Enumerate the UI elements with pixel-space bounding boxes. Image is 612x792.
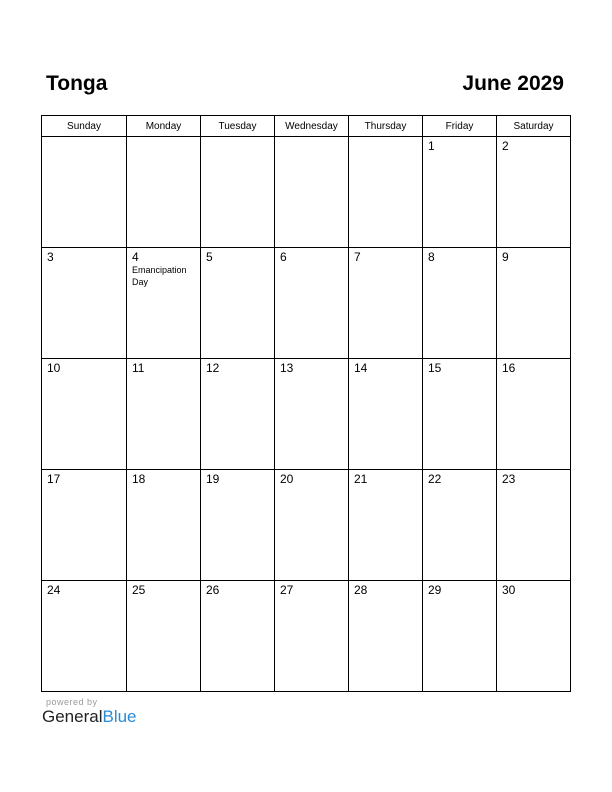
day-cell [349, 248, 423, 359]
weekday-saturday: Saturday [497, 116, 571, 137]
day-number: 29 [428, 583, 442, 597]
day-number: 27 [280, 583, 294, 597]
day-cell [42, 359, 127, 470]
day-cell [127, 248, 201, 359]
day-cell [349, 470, 423, 581]
brand-general-text: General [42, 707, 103, 726]
day-cell [42, 248, 127, 359]
day-number: 13 [280, 361, 294, 375]
day-number: 7 [354, 250, 361, 264]
day-cell [127, 359, 201, 470]
day-number: 16 [502, 361, 516, 375]
day-number: 23 [502, 472, 516, 486]
generalblue-logo[interactable] [42, 707, 137, 727]
day-cell [349, 581, 423, 692]
day-cell [497, 470, 571, 581]
day-cell [423, 359, 497, 470]
day-cell [127, 137, 201, 248]
day-cell [42, 581, 127, 692]
holiday-label: Emancipation Day [132, 265, 187, 287]
day-number: 8 [428, 250, 435, 264]
powered-by-text: powered by [46, 697, 98, 707]
day-number [42, 137, 126, 140]
weekday-monday: Monday [127, 116, 201, 137]
day-number: 15 [428, 361, 442, 375]
weekday-thursday: Thursday [349, 116, 423, 137]
week-row [42, 248, 571, 359]
calendar-grid [41, 115, 571, 692]
week-row [42, 137, 571, 248]
day-cell [201, 359, 275, 470]
day-cell [201, 470, 275, 581]
day-number: 25 [132, 583, 146, 597]
day-cell [497, 248, 571, 359]
weekday-header-row [42, 116, 571, 137]
day-cell [275, 581, 349, 692]
day-cell [497, 359, 571, 470]
week-row [42, 470, 571, 581]
day-cell [275, 359, 349, 470]
day-number: 22 [428, 472, 442, 486]
day-cell [201, 248, 275, 359]
day-number [201, 137, 274, 140]
day-cell [275, 137, 349, 248]
day-number: 18 [132, 472, 146, 486]
day-cell [201, 581, 275, 692]
day-cell [275, 470, 349, 581]
day-number: 26 [206, 583, 220, 597]
day-cell [423, 581, 497, 692]
day-cell [349, 137, 423, 248]
day-cell [127, 581, 201, 692]
day-cell [497, 137, 571, 248]
day-cell [275, 248, 349, 359]
day-number: 3 [47, 250, 54, 264]
day-number [349, 137, 422, 140]
weekday-sunday: Sunday [42, 116, 127, 137]
day-cell [497, 581, 571, 692]
month-year-title: June 2029 [462, 72, 564, 95]
day-cell [423, 470, 497, 581]
day-number [127, 137, 200, 140]
day-number: 4 [132, 250, 139, 264]
weekday-friday: Friday [423, 116, 497, 137]
day-number: 28 [354, 583, 368, 597]
day-number: 14 [354, 361, 368, 375]
day-number: 10 [47, 361, 61, 375]
day-cell [349, 359, 423, 470]
day-number: 9 [502, 250, 509, 264]
day-cell [423, 248, 497, 359]
country-title: Tonga [46, 72, 108, 95]
day-number: 2 [502, 139, 509, 153]
day-number: 30 [502, 583, 516, 597]
week-row [42, 581, 571, 692]
day-number: 24 [47, 583, 61, 597]
day-number: 6 [280, 250, 287, 264]
day-number: 11 [132, 361, 145, 375]
day-number: 1 [428, 139, 435, 153]
day-cell [42, 470, 127, 581]
weekday-wednesday: Wednesday [275, 116, 349, 137]
day-cell [201, 137, 275, 248]
day-number: 21 [354, 472, 368, 486]
day-number [275, 137, 348, 140]
day-cell [423, 137, 497, 248]
brand-blue-text: Blue [102, 707, 137, 726]
day-number: 12 [206, 361, 220, 375]
day-number: 20 [280, 472, 294, 486]
day-number: 17 [47, 472, 61, 486]
day-number: 5 [206, 250, 213, 264]
day-cell [127, 470, 201, 581]
day-number: 19 [206, 472, 220, 486]
weekday-tuesday: Tuesday [201, 116, 275, 137]
day-cell [42, 137, 127, 248]
week-row [42, 359, 571, 470]
